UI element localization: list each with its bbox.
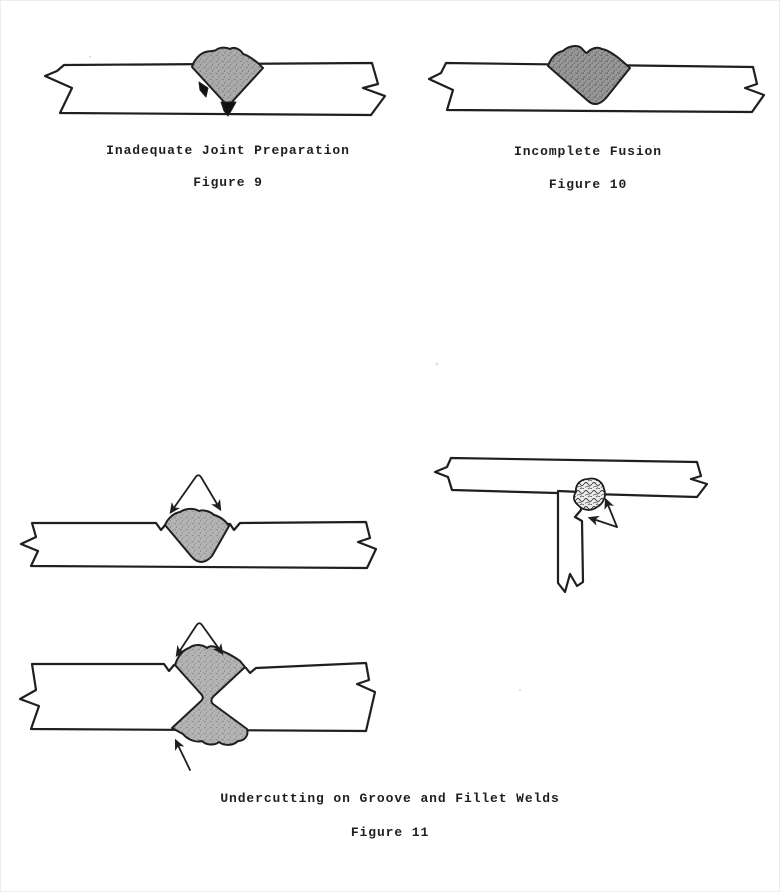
figure11-fillet-weld-tjoint-diagram — [435, 458, 707, 592]
fig11a-undercut-pointer-arrows — [171, 475, 220, 512]
figure10-butt-weld-diagram — [429, 46, 764, 112]
figure11-double-v-weld-undercut-diagram — [20, 623, 375, 770]
figure11-label: Figure 11 — [350, 825, 430, 840]
fig11c-undercut-pointer-arrow-bottom — [176, 741, 190, 770]
figure9-title: Inadequate Joint Preparation — [106, 143, 350, 158]
figure10-label: Figure 10 — [548, 177, 628, 192]
figure11-groove-weld-undercut-diagram — [21, 475, 376, 568]
figure11-title: Undercutting on Groove and Fillet Welds — [220, 791, 560, 806]
figure9-butt-weld-diagram — [45, 48, 385, 116]
figure10-title: Incomplete Fusion — [514, 144, 662, 159]
fig11b-fillet-weld-bead — [574, 479, 605, 510]
figure9-label: Figure 9 — [193, 175, 263, 190]
